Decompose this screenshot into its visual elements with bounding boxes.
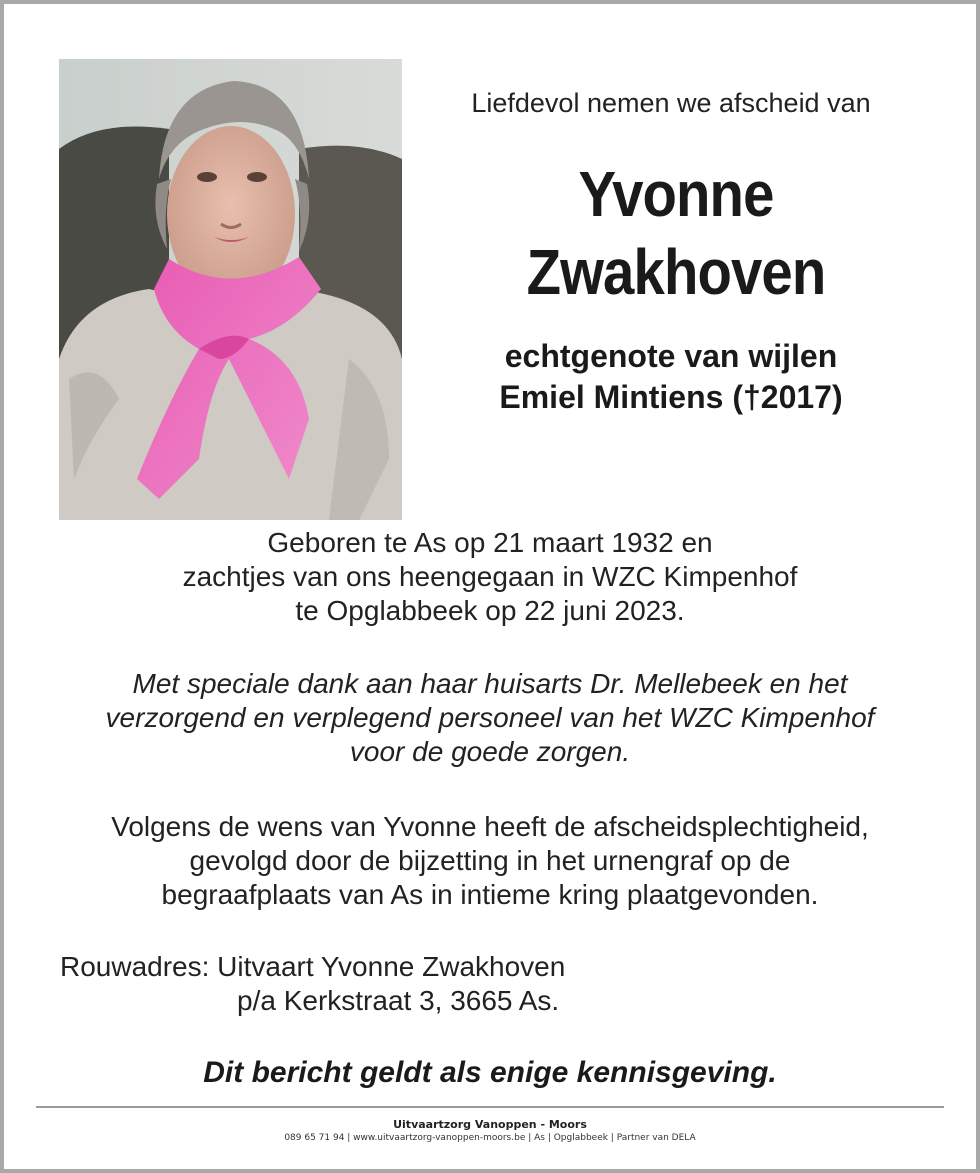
- notice-text: Dit bericht geldt als enige kennisgeving.: [203, 1056, 777, 1089]
- birth-line: Geboren te As op 21 maart 1932 en: [267, 527, 713, 558]
- funeral-home-contact: 089 65 71 94 | www.uitvaartzorg-vanoppen-moors.be | As | Opglabbeek | Partner van DELA: [284, 1133, 696, 1143]
- mourning-address: [60, 950, 565, 1018]
- birth-line: te Opglabbeek op 22 juni 2023.: [295, 595, 685, 626]
- wish-line: Volgens de wens van Yvonne heeft de afscheidsplechtigheid,: [111, 811, 869, 842]
- intro-text: Liefdevol nemen we afscheid van: [471, 88, 871, 118]
- wish-line: begraafplaats van As in intieme kring plaatgevonden.: [161, 879, 819, 910]
- thanks-line: voor de goede zorgen.: [349, 736, 631, 767]
- birth-line: zachtjes van ons heengegaan in WZC Kimpenhof: [182, 561, 798, 592]
- address-line-2: p/a Kerkstraat 3, 3665 As.: [237, 985, 560, 1016]
- last-name: Zwakhoven: [526, 236, 826, 308]
- footer-divider: [36, 1106, 944, 1108]
- wish-line: gevolgd door de bijzetting in het urnengraf op de: [189, 845, 791, 876]
- spouse-line-1: echtgenote van wijlen: [504, 338, 838, 374]
- address-line-1: Rouwadres: Uitvaart Yvonne Zwakhoven: [60, 951, 566, 982]
- portrait-photo: [59, 59, 402, 520]
- thanks-line: verzorgend en verplegend personeel van het WZC Kimpenhof: [105, 702, 875, 733]
- thanks-paragraph: [30, 667, 950, 769]
- spouse-line-2: Emiel Mintiens (†2017): [499, 379, 843, 415]
- thanks-line: Met speciale dank aan haar huisarts Dr. Mellebeek en het: [132, 668, 848, 699]
- funeral-home-name: Uitvaartzorg Vanoppen - Moors: [393, 1118, 587, 1131]
- wish-paragraph: [30, 810, 950, 912]
- first-name: Yvonne: [578, 158, 774, 230]
- birth-paragraph: [30, 526, 950, 628]
